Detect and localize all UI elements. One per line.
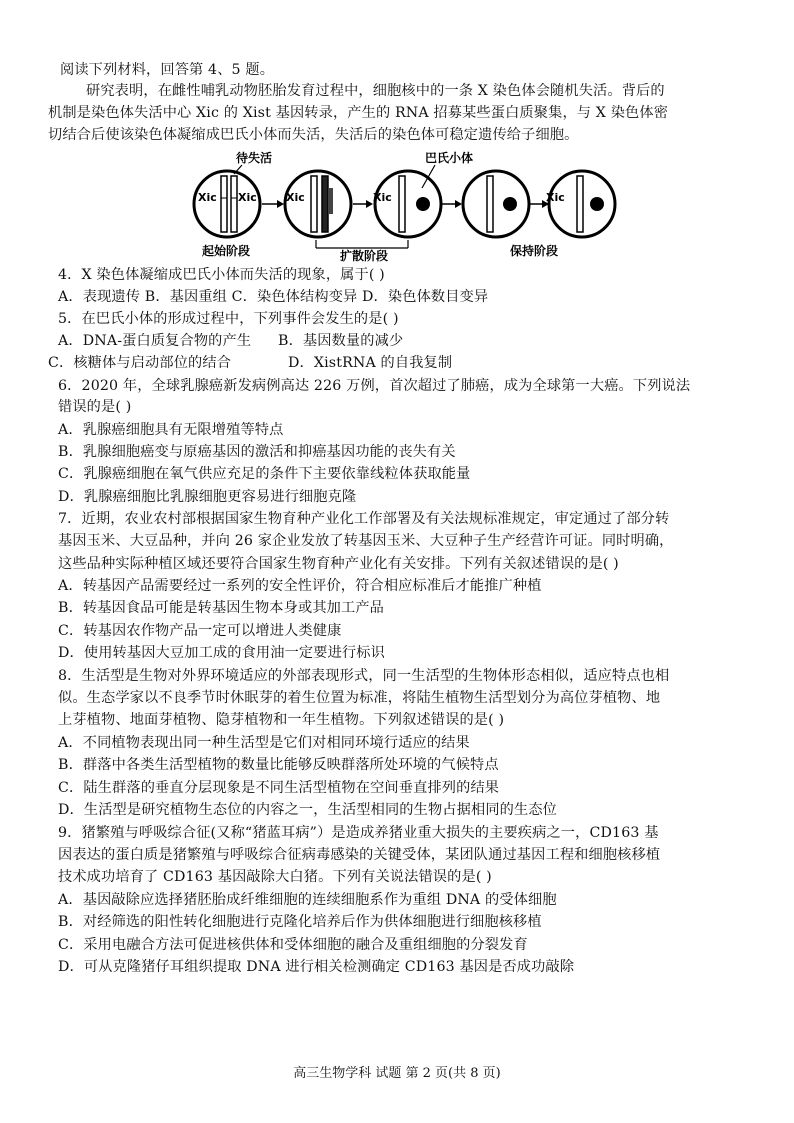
q6-option-d: D．乳腺癌细胞比乳腺细胞更容易进行细胞克隆 <box>58 489 357 505</box>
q8-stem-line-2: 似。生态学家以不良季节时休眠芽的着生位置为标准，将陆生植物生活型划分为高位芽植物、地 <box>58 690 661 706</box>
label-spread-stage: 扩散阶段 <box>340 249 389 262</box>
xic-label-5: Xic <box>546 191 565 204</box>
q7-stem-line-2: 基因玉米、大豆品种，并向 26 家企业发放了转基因玉米、大豆种子生产经营许可证。同时明确， <box>58 533 674 549</box>
q7-option-d: D．使用转基因大豆加工成的食用油一定要进行标识 <box>58 645 385 661</box>
cell-spread-2 <box>373 171 441 237</box>
xic-label-3: Xic <box>373 191 392 204</box>
label-pending-inactivation: 待失活 <box>236 151 273 165</box>
q6-stem-line-2: 错误的是( ) <box>58 399 132 415</box>
q7-stem-line-3: 这些品种实际种植区域还要符合国家生物育种产业化有关安排。下列有关叙述错误的是( ) <box>58 556 619 572</box>
q8-option-a: A．不同植物表现出同一种生活型是它们对相同环境行适应的结果 <box>58 735 470 751</box>
q8-option-c: C．陆生群落的垂直分层现象是不同生活型植物在空间垂直排列的结果 <box>58 780 500 796</box>
q7-option-b: B．转基因食品可能是转基因生物本身或其加工产品 <box>58 600 385 616</box>
q4-stem: 4．X 染色体凝缩成巴氏小体而失活的现象，属于( ) <box>58 267 385 283</box>
q7-option-c: C．转基因农作物产品一定可以增进人类健康 <box>58 623 342 639</box>
q6-stem-line-1: 6．2020 年，全球乳腺癌新发病例高达 226 万例，首次超过了肺癌，成为全球第一大癌。下列说法 <box>58 378 691 394</box>
xic-label-2: Xic <box>286 191 305 204</box>
q5-option-d: D．XistRNA 的自我复制 <box>288 355 453 371</box>
q8-option-d: D．生活型是研究植物生态位的内容之一，生活型相同的生物占据相同的生态位 <box>58 802 558 818</box>
q9-option-b: B．对经筛选的阳性转化细胞进行克隆化培养后作为供体细胞进行细胞核移植 <box>58 914 542 930</box>
cell-spread-1 <box>285 171 351 237</box>
q9-stem-line-2: 因表达的蛋白质是猪繁殖与呼吸综合征病毒感染的关键受体，某团队通过基因工程和细胞核移植 <box>58 847 661 863</box>
q7-option-a: A．转基因产品需要经过一系列的安全性评价，符合相应标准后才能推广种植 <box>58 578 542 594</box>
page-footer: 高三生物学科 试题 第 2 页(共 8 页) <box>293 1066 501 1081</box>
cell-keep-2 <box>546 171 615 237</box>
label-barr-body: 巴氏小体 <box>425 151 474 165</box>
cell-keep-1 <box>463 171 529 237</box>
xic-label-1a: Xic <box>198 191 217 204</box>
xic-label-1b: Xic <box>238 191 257 204</box>
q9-option-d: D．可从克隆猪仔耳组织提取 DNA 进行相关检测确定 CD163 基因是否成功敲除 <box>58 959 575 975</box>
q7-stem-line-1: 7．近期，农业农村部根据国家生物育种产业化工作部署及有关法规标准规定，审定通过了部分转 <box>58 511 670 527</box>
q8-stem-line-3: 上芽植物、地面芽植物、隐芽植物和一年生植物。下列叙述错误的是( ) <box>58 712 505 728</box>
q5-option-c: C．核糖体与启动部位的结合 <box>48 355 232 371</box>
x-inactivation-diagram <box>180 148 620 262</box>
q5-stem: 5．在巴氏小体的形成过程中，下列事件会发生的是( ) <box>58 311 399 327</box>
material-line-2: 机制是染色体失活中心 Xic 的 Xist 基因转录，产生的 RNA 招募某些蛋白质聚集，与 X 染色体密 <box>48 105 669 121</box>
q9-stem-line-3: 技术成功培育了 CD163 基因敲除大白猪。下列有关说法错误的是( ) <box>58 869 492 885</box>
q6-option-a: A．乳腺癌细胞具有无限增殖等特点 <box>58 422 284 438</box>
q6-option-b: B．乳腺细胞癌变与原癌基因的激活和抑癌基因功能的丧失有关 <box>58 444 456 460</box>
q5-option-a: A．DNA-蛋白质复合物的产生 <box>58 333 252 349</box>
q4-options: A．表现遗传 B．基因重组 C．染色体结构变异 D．染色体数目变异 <box>58 289 489 305</box>
q6-option-c: C．乳腺癌细胞在氧气供应充足的条件下主要依靠线粒体获取能量 <box>58 466 471 482</box>
intro-text: 阅读下列材料，回答第 4、5 题。 <box>60 62 275 78</box>
q9-option-a: A．基因敲除应选择猪胚胎成纤维细胞的连续细胞系作为重组 DNA 的受体细胞 <box>58 892 557 908</box>
q8-stem-line-1: 8．生活型是生物对外界环境适应的外部表现形式，同一生活型的生物体形态相似，适应特点也相 <box>58 668 670 684</box>
material-line-3: 切结合后使该染色体凝缩成巴氏小体而失活，失活后的染色体可稳定遗传给子细胞。 <box>48 127 579 143</box>
cell-start <box>194 171 260 237</box>
q8-option-b: B．群落中各类生活型植物的数量比能够反映群落所处环境的气候特点 <box>58 757 499 773</box>
diagram-svg <box>180 148 620 262</box>
q5-option-b: B．基因数量的减少 <box>278 333 404 349</box>
label-keep-stage: 保持阶段 <box>510 244 559 258</box>
q9-option-c: C．采用电融合方法可促进核供体和受体细胞的融合及重组细胞的分裂发育 <box>58 937 528 953</box>
material-line-1: 研究表明，在雌性哺乳动物胚胎发育过程中，细胞核中的一条 X 染色体会随机失活。背后的 <box>86 83 665 99</box>
q9-stem-line-1: 9．猪繁殖与呼吸综合征(又称“猪蓝耳病”）是造成养猪业重大损失的主要疾病之一，CD163 基 <box>58 825 659 841</box>
label-start-stage: 起始阶段 <box>202 244 251 258</box>
